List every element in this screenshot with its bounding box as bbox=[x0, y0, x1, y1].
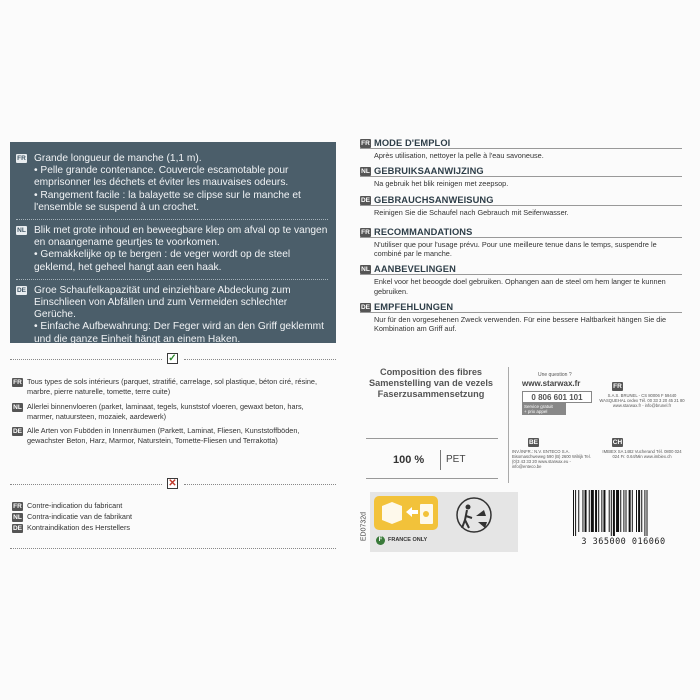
section-text: Nur für den vorgesehenen Zweck verwenden. Für eine bessere Haltbarkeit hängen Sie die Kombination am Griff auf. bbox=[374, 315, 667, 334]
barcode-bar bbox=[629, 490, 631, 532]
feature-block-de bbox=[16, 285, 328, 346]
be-address: INV./INFR.: N.V. ENTECO S.A. Bisomaschweweg 590 (B) 2600 Wilrijk Tel. (0)3 43 33 20 www.starwax.eu - info@enteco.be bbox=[512, 449, 591, 469]
service-text: Service gratuit bbox=[524, 403, 553, 409]
feature-text: Groe Schaufelkapazität und einziehbare Abdeckung zum Einschlieen von Abfällen und zum Vermeiden schlechter Gerüche. bbox=[34, 284, 291, 321]
barcode-bar bbox=[609, 490, 610, 532]
barcode-bar bbox=[636, 490, 637, 532]
country-tag-ch: CH bbox=[612, 439, 623, 446]
section-text: Na gebruik het blik reinigen met zeepsop. bbox=[374, 179, 509, 189]
contra-item-de bbox=[12, 523, 332, 533]
section-title: GEBRUIKSAANWIJZING bbox=[374, 166, 484, 177]
lang-tag: NL bbox=[17, 227, 26, 235]
divider bbox=[184, 484, 336, 485]
features-panel bbox=[10, 142, 336, 343]
feature-text: • Pelle grande contenance. Couvercle escamotable pour emprisonner les déchets et éviter les mauvaises odeurs. bbox=[34, 165, 289, 189]
floor-text: Tous types de sols intérieurs (parquet, stratifié, carrelage, sol plastique, béton ciré, résine, marbre, pierre naturelle, tomette, terre cuite) bbox=[27, 377, 317, 396]
section-text: Reinigen Sie die Schaufel nach Gebrauch mit Seifenwasser. bbox=[374, 207, 569, 217]
barcode-bar bbox=[611, 490, 612, 536]
recycling-logos bbox=[370, 492, 518, 552]
divider bbox=[16, 279, 328, 280]
barcode-bar bbox=[585, 490, 587, 532]
barcode-bar bbox=[644, 490, 645, 536]
contact-question: Une question ? bbox=[538, 372, 572, 378]
france-only-label: FRANCE ONLY bbox=[388, 537, 428, 543]
service-price: + prix appel bbox=[524, 409, 548, 414]
barcode-bar bbox=[632, 490, 633, 532]
ch-address: IMBIEX SA 1482 Vucherand Tél. 0800 024 024 Fr. 0.64/Min www.imbiex.ch bbox=[602, 449, 682, 459]
triman-icon bbox=[454, 496, 494, 534]
section-title: GEBRAUCHSANWEISUNG bbox=[374, 194, 494, 205]
divider bbox=[508, 367, 509, 483]
composition-line: Samenstelling van de vezels bbox=[368, 378, 494, 388]
barcode-bar bbox=[613, 490, 615, 536]
lang-tag: NL bbox=[13, 403, 22, 411]
section-header-mode-emploi bbox=[360, 138, 682, 149]
lang-tag: DE bbox=[16, 286, 27, 294]
composition-line: Composition des fibres bbox=[379, 367, 483, 377]
country-tag-be: BE bbox=[528, 439, 539, 446]
divider bbox=[10, 548, 336, 549]
lang-tag: NL bbox=[13, 513, 22, 521]
feature-block-nl bbox=[16, 225, 328, 274]
lang-tag: NL bbox=[361, 266, 370, 274]
contact-phone: 0 806 601 101 bbox=[522, 391, 592, 403]
floor-item-nl bbox=[12, 402, 332, 421]
lang-tag: FR bbox=[361, 228, 370, 236]
barcode-bar bbox=[603, 490, 605, 532]
contra-text: Contre-indication du fabricant bbox=[27, 501, 123, 510]
section-header-empfehlungen bbox=[360, 302, 682, 313]
section-text: N'utiliser que pour l'usage prévu. Pour une meilleure tenue dans le temps, suspendre le combiné par le manche. bbox=[374, 239, 657, 259]
barcode-bar bbox=[578, 490, 579, 532]
feature-block-fr bbox=[16, 153, 328, 214]
divider bbox=[184, 359, 336, 360]
barcode-bar bbox=[575, 490, 576, 536]
contra-item-fr bbox=[12, 501, 332, 511]
contra-text: Contra-indicatie van de fabrikant bbox=[27, 512, 133, 521]
composition-title bbox=[362, 367, 500, 400]
lang-tag: DE bbox=[12, 524, 23, 532]
section-header-recommandations bbox=[360, 227, 682, 238]
floor-text: Allerlei binnenvloeren (parket, laminaat, tegels, kunststof vloeren, gewaxt beton, hars, marmer, natuursteen, mozaiek, aardewerk) bbox=[27, 402, 304, 421]
barcode-bar bbox=[616, 490, 619, 532]
barcode-bar bbox=[591, 490, 594, 532]
divider bbox=[16, 219, 328, 220]
check-icon: ✓ bbox=[168, 353, 177, 364]
barcode-bar bbox=[647, 490, 648, 536]
usage-instructions bbox=[360, 138, 682, 340]
floor-item-fr bbox=[12, 377, 332, 396]
barcode-bar bbox=[589, 490, 590, 532]
divider bbox=[366, 438, 498, 439]
fr-address: S.A.S. BRUNEL - CS 80006 F 59440 WASQUEHAL cedex Tél. 00 33 3 20 45 21 80 www.starwax.fr - info@brunel.fr bbox=[599, 393, 685, 408]
composition-percent: 100 % bbox=[393, 454, 425, 466]
section-title: AANBEVELINGEN bbox=[374, 264, 456, 275]
lang-tag: DE bbox=[12, 427, 23, 435]
section-header-aanbevelingen bbox=[360, 264, 682, 275]
contra-text: Kontraindikation des Herstellers bbox=[27, 523, 131, 532]
section-title: RECOMMANDATIONS bbox=[374, 226, 473, 237]
section-title: MODE D'EMPLOI bbox=[374, 138, 451, 148]
contra-item-nl bbox=[12, 512, 332, 522]
lang-tag: FR bbox=[17, 155, 26, 162]
section-title: EMPFEHLUNGEN bbox=[374, 302, 454, 313]
barcode-number: 3 365000 016060 bbox=[581, 537, 666, 547]
feature-text: • Rangement facile : la balayette se clipse sur le manche et l'ensemble se suspend à un crochet. bbox=[34, 189, 301, 213]
product-code: ED0732d bbox=[360, 511, 368, 542]
feature-text: Blik met grote inhoud en beweegbare klep om afval op te vangen en onaangename geurtjes te voorkomen. bbox=[34, 225, 328, 249]
divider bbox=[10, 359, 162, 360]
barcode-bar bbox=[638, 490, 640, 532]
floor-item-de bbox=[12, 426, 332, 445]
lang-tag: FR bbox=[13, 502, 22, 510]
lang-tag: DE bbox=[360, 304, 371, 312]
france-badge: F bbox=[376, 536, 385, 545]
divider bbox=[10, 484, 162, 485]
barcode-bar bbox=[641, 490, 642, 532]
barcode bbox=[565, 490, 682, 550]
section-header-gebruiksaanwijzing bbox=[360, 166, 682, 177]
barcode-bars bbox=[565, 490, 682, 538]
feature-text: • Einfache Aufbewahrung: Der Feger wird an den Griff geklemmt und die ganze Einheit hängt an einem Haken. bbox=[34, 321, 324, 345]
barcode-bar bbox=[573, 490, 574, 536]
feature-text: Grande longueur de manche (1,1 m). bbox=[34, 153, 202, 164]
barcode-bar bbox=[623, 490, 624, 532]
barcode-bar bbox=[582, 490, 583, 532]
composition-material: PET bbox=[446, 454, 466, 465]
barcode-bar bbox=[620, 490, 621, 532]
composition-line: Faserzusammensetzung bbox=[377, 389, 485, 399]
lang-tag: NL bbox=[361, 168, 370, 176]
section-text: Enkel voor het beoogde doel gebruiken. Ophangen aan de steel om hem langer te kunnen gebruiken. bbox=[374, 277, 666, 296]
section-header-gebrauchsanweisung bbox=[360, 195, 682, 206]
floor-text: Alle Arten von Fuböden in Innenräumen (Parkett, Laminat, Fliesen, Kunststoffböden, gewachster Beton, Harz, Marmor, Naturstein, Tomette-Fliesen und Terrakotta) bbox=[27, 426, 300, 445]
barcode-bar bbox=[595, 490, 597, 532]
section-text: Après utilisation, nettoyer la pelle à l'eau savoneuse. bbox=[374, 151, 544, 160]
feature-text: • Gemakkelijke op te bergen : de veger wordt op de steel geklemd, het geheel hangt aan een haak. bbox=[34, 249, 291, 273]
barcode-bar bbox=[601, 490, 602, 532]
divider bbox=[440, 450, 441, 470]
lang-tag: DE bbox=[360, 196, 371, 204]
divider bbox=[366, 478, 498, 479]
lang-tag: FR bbox=[13, 378, 22, 386]
recycle-info-icon bbox=[370, 492, 518, 552]
barcode-bar bbox=[598, 490, 599, 532]
cross-icon: ✕ bbox=[168, 478, 177, 489]
contact-website: www.starwax.fr bbox=[522, 379, 581, 388]
barcode-bar bbox=[626, 490, 627, 532]
lang-tag: FR bbox=[361, 140, 370, 147]
service-badge bbox=[522, 403, 566, 415]
country-tag-fr: FR bbox=[613, 383, 622, 390]
